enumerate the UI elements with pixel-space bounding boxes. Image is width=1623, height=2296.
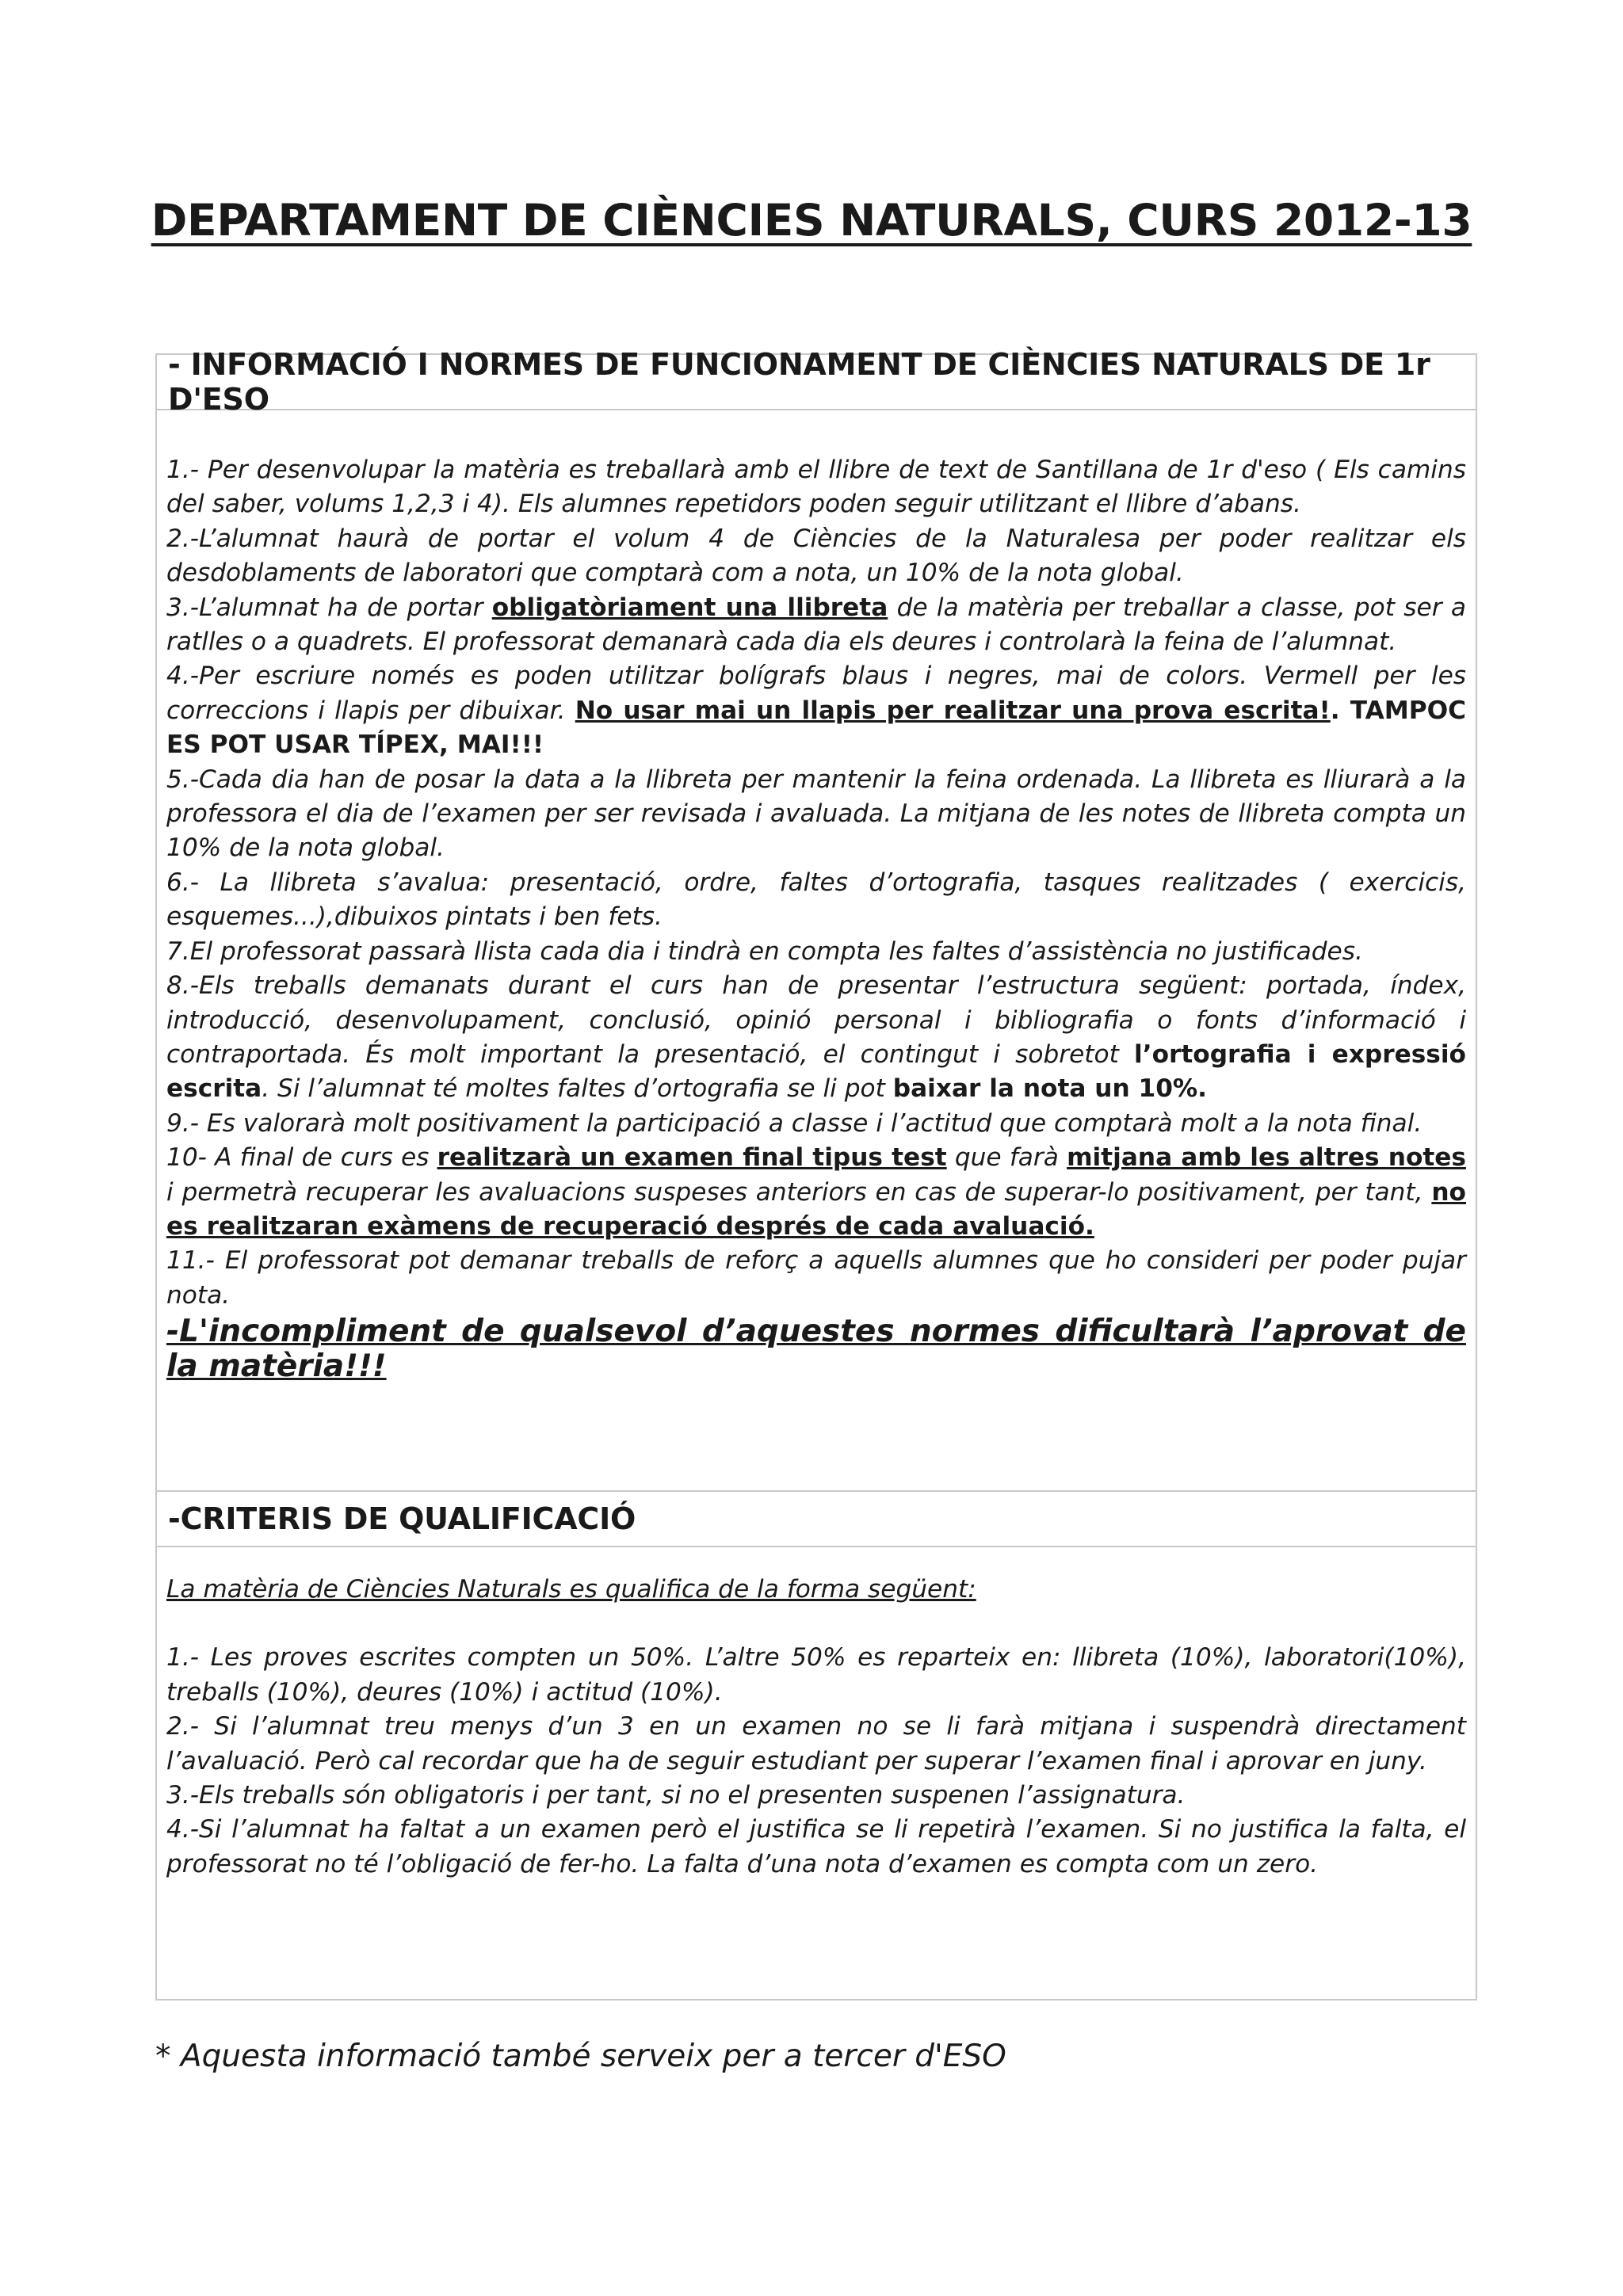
rule-item-8: [166, 969, 1466, 1107]
rule-10-emphasis-average: mitjana amb les altres notes: [1067, 1143, 1466, 1173]
rule-10-text-mid: que farà: [946, 1143, 1067, 1173]
grading-item-1: 1.- Les proves escrites compten un 50%. L’altre 50% es reparteix en: llibreta (10%), laboratori(10%), treballs (10%), deures (10%) i actitud (10%).: [166, 1643, 1466, 1707]
grading-section: [155, 1490, 1477, 2000]
rule-10-emphasis-recovery: no es realitzaran exàmens de recuperació després de cada avaluació.: [166, 1177, 1466, 1241]
rule-10-text: 10- A final de curs es: [166, 1143, 437, 1173]
rule-10-text-mid2: i permetrà recuperar les avaluacions suspeses anteriors en cas de superar-lo positivament, per tant,: [166, 1177, 1432, 1207]
rules-section: [155, 347, 1477, 1492]
rule-item-5: 5.-Cada dia han de posar la data a la llibreta per mantenir la feina ordenada. La llibreta es lliurarà a la professora el dia de l’examen per ser revisada i avaluada. La mitjana de les notes de llibreta compta un 10% de la nota global.: [166, 765, 1466, 863]
grading-item-2: 2.- Si l’alumnat treu menys d’un 3 en un examen no se li farà mitjana i suspendrà directament l’avaluació. Però cal recordar que ha de seguir estudiant per superar l’examen final i aprovar en juny.: [166, 1712, 1466, 1775]
rule-item-7: 7.El professorat passarà llista cada dia i tindrà en compta les faltes d’assistència no justificades.: [166, 936, 1363, 966]
rule-item-4: [166, 659, 1466, 762]
rule-item-11: 11.- El professorat pot demanar treballs de reforç a aquells alumnes que ho consideri per poder pujar nota.: [166, 1246, 1466, 1310]
rules-warning: -L'incompliment de qualsevol d’aquestes normes dificultarà l’aprovat de la matèria!!!: [166, 1314, 1466, 1385]
rule-item-1: 1.- Per desenvolupar la matèria es treballarà amb el llibre de text de Santillana de 1r d'eso ( Els camins del saber, volums 1,2,3 i 4). Els alumnes repetidors poden seguir utilitzant el llibre d’abans.: [166, 456, 1466, 519]
grading-intro: La matèria de Ciències Naturals es qualifica de la forma següent:: [166, 1575, 976, 1604]
rule-item-3: [166, 591, 1466, 660]
rule-3-emphasis: obligatòriament una llibreta: [491, 593, 888, 622]
rule-item-2: 2.-L’alumnat haurà de portar el volum 4 de Ciències de la Naturalesa per poder realitzar els desdoblaments de laboratori que comptarà com a nota, un 10% de la nota global.: [166, 524, 1466, 588]
grading-list: [157, 1547, 1476, 1882]
grading-item-3: 3.-Els treballs són obligatoris i per tant, si no el presenten suspenen l’assignatura.: [166, 1781, 1186, 1810]
rule-item-9: 9.- Es valorarà molt positivament la participació a classe i l’actitud que comptarà molt a la nota final.: [166, 1108, 1423, 1138]
page-title: DEPARTAMENT DE CIÈNCIES NATURALS, CURS 2012-13: [151, 195, 1472, 246]
rules-heading: - INFORMACIÓ I NORMES DE FUNCIONAMENT DE CIÈNCIES NATURALS DE 1r D'ESO: [157, 355, 1476, 410]
rules-list: [157, 410, 1476, 1384]
rule-4-emphasis-end: . TAMPOC ES POT USAR TÍPEX, MAI!!!: [166, 696, 1467, 760]
footnote: * Aquesta informació també serveix per a tercer d'ESO: [155, 2039, 1006, 2074]
rule-8-emphasis-end: baixar la nota un 10%.: [892, 1074, 1208, 1104]
grading-item-4: 4.-Si l’alumnat ha faltat a un examen però el justifica se li repetirà l’examen. Si no justifica la falta, el professorat no té l’obligació de fer-ho. La falta d’una nota d’examen es compta com un zero.: [166, 1815, 1466, 1878]
rule-3-text-end: de la matèria per treballar a classe, pot ser a ratlles o a quadrets. El professorat demanarà cada dia els deures i controlarà la feina de l’alumnat.: [166, 593, 1466, 657]
rule-8-text-mid: . Si l’alumnat té moltes faltes d’ortografia se li pot: [262, 1074, 893, 1104]
rule-item-10: [166, 1141, 1466, 1244]
rule-8-text: 8.-Els treballs demanats durant el curs han de presentar l’estructura següent: portada, índex, introducció, desenvolupament, conclusió, opinió personal i bibliografia o fonts d’informació i contraportada. És molt important la presentació, el contingut i sobretot: [166, 971, 1466, 1069]
rule-item-6: 6.- La llibreta s’avalua: presentació, ordre, faltes d’ortografia, tasques realitzades ( exercicis, esquemes...),dibuixos pintats i ben fets.: [166, 868, 1466, 932]
rule-10-emphasis-exam: realitzarà un examen final tipus test: [437, 1143, 947, 1173]
rule-4-text: 4.-Per escriure només es poden utilitzar bolígrafs blaus i negres, mai de colors. Vermell per les correccions i llapis per dibuixar.: [166, 662, 1466, 725]
rule-8-emphasis: l’ortografia i expressió escrita: [166, 1039, 1466, 1104]
grading-heading: -CRITERIS DE QUALIFICACIÓ: [157, 1492, 1476, 1547]
rule-3-text: 3.-L’alumnat ha de portar: [166, 593, 492, 622]
rule-4-emphasis: No usar mai un llapis per realitzar una prova escrita!: [575, 696, 1331, 725]
